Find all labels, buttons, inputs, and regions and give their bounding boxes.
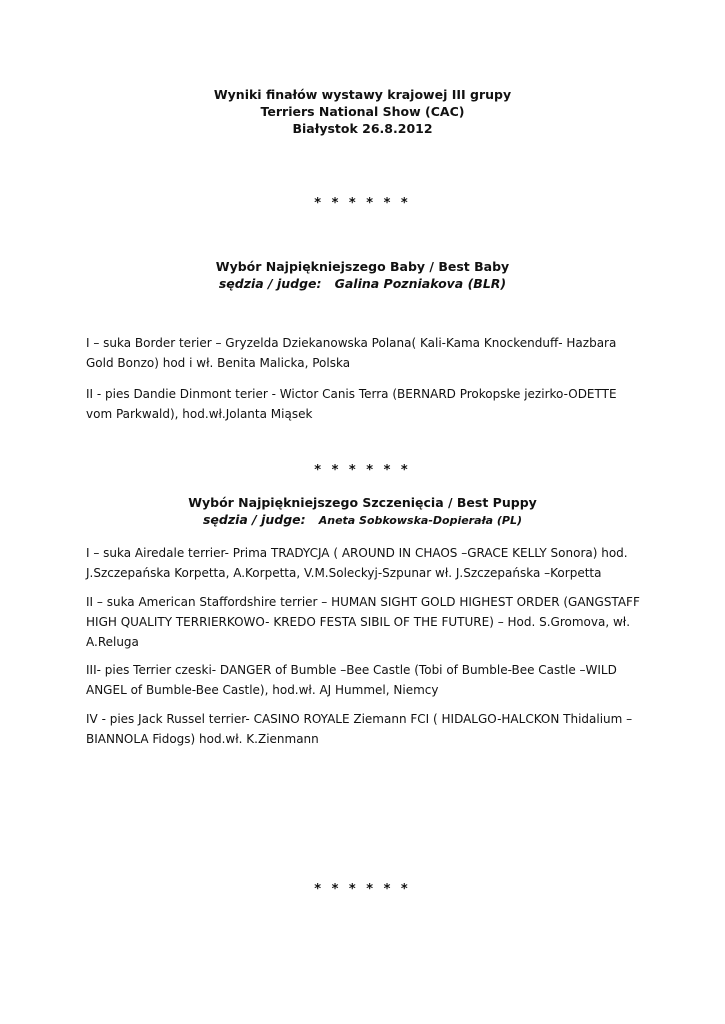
separator-2: * * * * * * (314, 463, 411, 478)
best-puppy-judge-name: Aneta Sobkowska-Dopierała (PL) (318, 514, 523, 527)
best-puppy-heading (0, 494, 725, 529)
document-header (0, 86, 725, 137)
best-puppy-entry-2: II – suka American Staffordshire terrier – HUMAN SIGHT GOLD HIGHEST ORDER (GANGSTAFF HIGH QUALITY TERRIERKOWO- KREDO FESTA SIBIL OF THE FUTURE) – Hod. S.Gromova, wł. A.Reluga (86, 595, 640, 649)
best-baby-heading (0, 258, 725, 292)
best-baby-judge (0, 275, 725, 292)
header-place-date: Białystok 26.8.2012 (292, 121, 433, 136)
best-puppy-judge-label: sędzia / judge: (202, 512, 306, 527)
best-baby-entry-2: II - pies Dandie Dinmont terier - Wictor Canis Terra (BERNARD Prokopske jezirko-ODETTE vom Parkwald), hod.wł.Jolanta Miąsek (86, 387, 617, 421)
best-puppy-entry-3: III- pies Terrier czeski- DANGER of Bumble –Bee Castle (Tobi of Bumble-Bee Castle –WILD ANGEL of Bumble-Bee Castle), hod.wł. AJ Hummel, Niemcy (86, 663, 617, 697)
best-baby-entry-1: I – suka Border terier – Gryzelda Dziekanowska Polana( Kali-Kama Knockenduff- Hazbara Gold Bonzo) hod i wł. Benita Malicka, Polska (86, 336, 617, 370)
best-puppy-judge (0, 511, 725, 529)
best-baby-judge-name: Galina Pozniakova (BLR) (334, 276, 507, 291)
best-puppy-entry-4: IV - pies Jack Russel terrier- CASINO ROYALE Ziemann FCI ( HIDALGO-HALCKON Thidalium – BIANNOLA Fidogs) hod.wł. K.Zienmann (86, 712, 633, 746)
separator-1: * * * * * * (314, 196, 411, 211)
header-subtitle: Terriers National Show (CAC) (260, 104, 465, 119)
best-puppy-title: Wybór Najpiękniejszego Szczenięcia / Best Puppy (188, 495, 537, 510)
best-puppy-entry-1: I – suka Airedale terrier- Prima TRADYCJA ( AROUND IN CHAOS –GRACE KELLY Sonora) hod. J.Szczepańska Korpetta, A.Korpetta, V.M.Soleckyj-Szpunar wł. J.Szczepańska –Korpetta (86, 546, 628, 580)
best-baby-title: Wybór Najpiękniejszego Baby / Best Baby (215, 259, 510, 274)
best-baby-judge-label: sędzia / judge: (218, 276, 322, 291)
header-title: Wyniki finałów wystawy krajowej III grupy (213, 87, 512, 102)
separator-3: * * * * * * (314, 882, 411, 897)
